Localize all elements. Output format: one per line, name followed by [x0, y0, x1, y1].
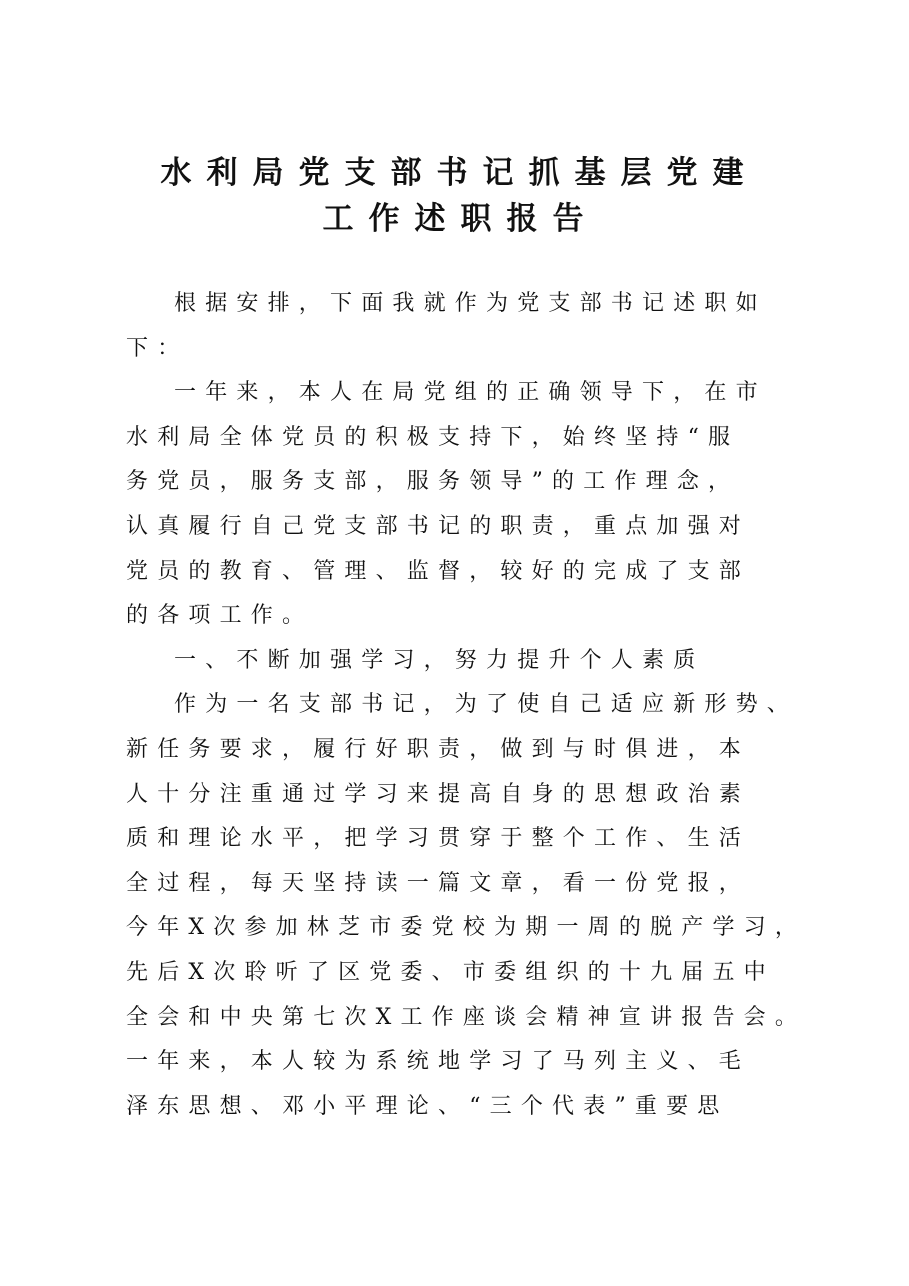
text-line: 一、不断加强学习，努力提升个人素质	[174, 647, 705, 673]
text-line: 质和理论水平，把学习贯穿于整个工作、生活	[126, 826, 751, 852]
text-line: 下：	[126, 335, 189, 361]
text-line: 务党员，服务支部，服务领导”的工作理念，	[126, 469, 740, 495]
document-title	[0, 150, 909, 242]
text-line: 新任务要求，履行好职责，做到与时俱进，本	[126, 736, 751, 762]
text-line: 作为一名支部书记，为了使自己适应新形势、	[174, 692, 799, 718]
document-body	[126, 282, 826, 1129]
text-line: 认真履行自己党支部书记的职责，重点加强对	[126, 513, 751, 539]
text-line: 根据安排，下面我就作为党支部书记述职如	[174, 291, 767, 316]
text-line: 人十分注重通过学习来提高自身的思想政治素	[126, 781, 751, 807]
text-line: 今年X次参加林芝市委党校为期一周的脱产学习，	[126, 915, 807, 941]
title-line-1: 水利局党支部书记抓基层党建	[160, 155, 759, 191]
text-line: 水利局全体党员的积极支持下，始终坚持“服	[126, 424, 740, 450]
text-line: 的各项工作。	[126, 603, 314, 629]
text-line: 党员的教育、管理、监督，较好的完成了支部	[126, 558, 751, 584]
text-line: 先后X次聆听了区党委、市委组织的十九届五中	[126, 959, 775, 985]
text-line: 全会和中央第七次X工作座谈会精神宣讲报告会。	[126, 1004, 807, 1030]
text-line: 泽东思想、邓小平理论、“三个代表”重要思	[126, 1093, 729, 1119]
title-line-2: 工作述职报告	[322, 201, 599, 237]
text-line: 一年来，本人在局党组的正确领导下，在市	[174, 380, 767, 406]
text-line: 一年来，本人较为系统地学习了马列主义、毛	[126, 1049, 751, 1075]
text-line: 全过程，每天坚持读一篇文章，看一份党报，	[126, 870, 751, 896]
